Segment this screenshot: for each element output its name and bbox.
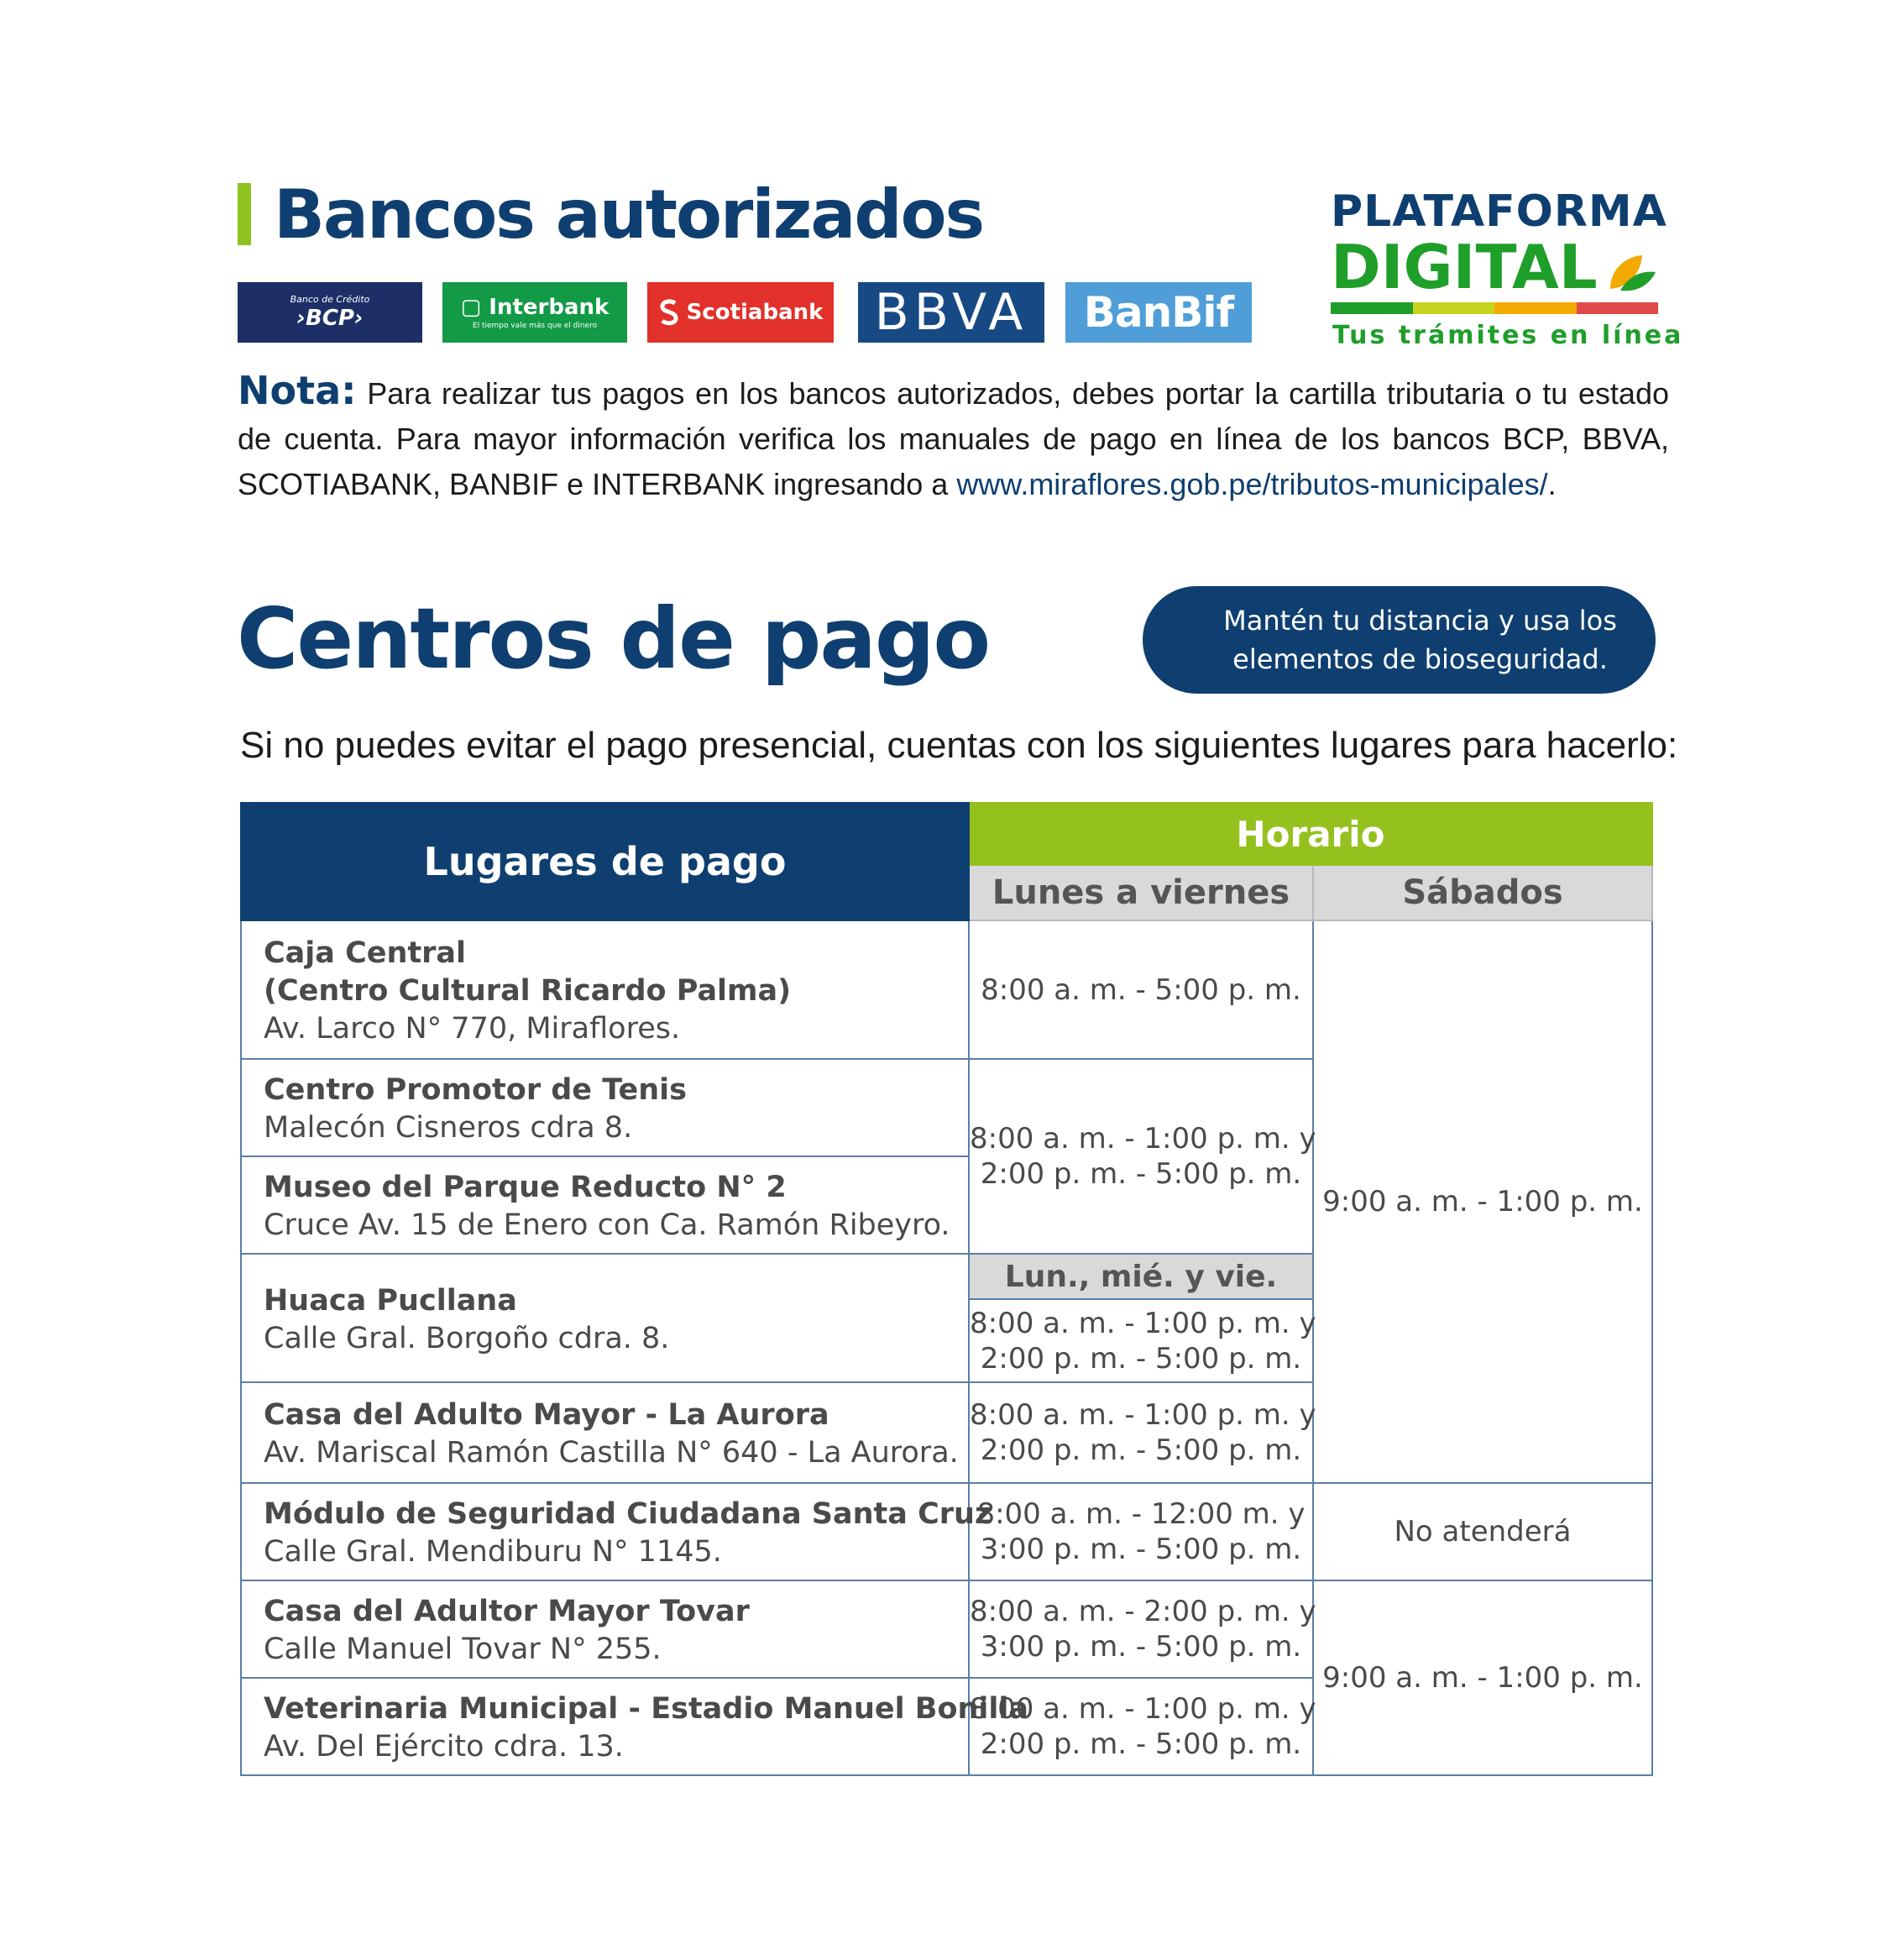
logo-stripe-segment <box>1577 302 1659 314</box>
bcp-logo <box>238 282 422 343</box>
table-header-row <box>241 803 1652 865</box>
table-row <box>241 1483 1652 1580</box>
logo-stripe-segment <box>1331 302 1413 314</box>
weekday-hours-line: 8:00 a. m. - 12:00 m. y <box>976 1497 1306 1531</box>
scotiabank-s-icon <box>658 298 680 327</box>
saturday-closed: No atenderá <box>1394 1515 1572 1549</box>
logo-color-stripe <box>1331 302 1658 314</box>
place-cell <box>241 1483 992 1580</box>
place-name: Veterinaria Municipal - Estadio Manuel Bonilla <box>264 1692 1029 1726</box>
place-name: Caja Central <box>264 936 467 970</box>
places-column-header: Lugares de pago <box>241 803 969 920</box>
place-name: Casa del Adulto Mayor - La Aurora <box>264 1398 829 1432</box>
place-address: Calle Manuel Tovar N° 255. <box>264 1632 662 1666</box>
table-row <box>241 920 1652 1059</box>
weekday-hours <box>969 1580 1316 1678</box>
bcp-logo-name: ›BCP› <box>296 306 364 331</box>
place-cell <box>241 1156 969 1254</box>
weekday-hours-line: 8:00 a. m. - 1:00 p. m. y <box>970 1122 1316 1156</box>
place-cell <box>241 1059 969 1156</box>
place-address: Malecón Cisneros cdra 8. <box>264 1111 633 1145</box>
logo-stripe-segment <box>1413 302 1495 314</box>
weekday-hours-line: 2:00 p. m. - 5:00 p. m. <box>980 1727 1302 1761</box>
centers-title: Centros de pago <box>237 590 990 688</box>
weekday-hours <box>969 1382 1316 1483</box>
place-address: Av. Mariscal Ramón Castilla N° 640 - La Aurora. <box>264 1436 959 1470</box>
weekday-hours-line: 8:00 a. m. - 1:00 p. m. y <box>970 1692 1316 1726</box>
place-name-2: (Centro Cultural Ricardo Palma) <box>264 974 792 1008</box>
place-cell <box>241 1382 969 1483</box>
saturday-hours <box>1313 1483 1652 1580</box>
interbank-logo-subtitle: El tiempo vale más que el dinero <box>472 322 598 330</box>
table-row <box>241 1580 1652 1678</box>
place-address: Av. Del Ejército cdra. 13. <box>264 1730 624 1763</box>
scotiabank-logo <box>647 282 834 343</box>
logo-line2: DIGITAL <box>1331 232 1598 302</box>
logo-stripe-segment <box>1494 302 1577 314</box>
weekday-hours-line: 2:00 p. m. - 5:00 p. m. <box>980 1433 1302 1467</box>
place-name: Casa del Adultor Mayor Tovar <box>264 1595 750 1628</box>
weekday-hours-line: 3:00 p. m. - 5:00 p. m. <box>980 1630 1302 1664</box>
bbva-logo: BBVA <box>858 282 1044 343</box>
weekday-hours-line: 2:00 p. m. - 5:00 p. m. <box>980 1341 1302 1376</box>
weekday-hours <box>969 1299 1316 1382</box>
plataforma-digital-logo <box>1331 186 1684 354</box>
tributos-link[interactable]: www.miraflores.gob.pe/tributos-municipales/ <box>956 467 1548 501</box>
place-cell <box>241 1678 1029 1775</box>
place-name: Huaca Pucllana <box>264 1283 517 1318</box>
saturday-hours-line: 9:00 a. m. - 1:00 p. m. <box>1322 1661 1643 1695</box>
saturday-hours <box>1313 1580 1652 1775</box>
payment-centers-table <box>240 802 1653 1776</box>
saturdays-column-header: Sábados <box>1313 865 1652 920</box>
weekday-hours <box>969 920 1313 1059</box>
note-end: . <box>1547 467 1557 501</box>
place-name: Museo del Parque Reducto N° 2 <box>264 1171 787 1204</box>
weekday-hours <box>969 1483 1313 1580</box>
days-label: Lun., mié. y vie. <box>969 1254 1313 1299</box>
hours-column-header: Horario <box>969 803 1652 865</box>
biosecurity-badge: Mantén tu distancia y usa los elementos de bioseguridad. <box>1143 586 1656 694</box>
banks-note <box>238 368 1669 507</box>
place-address: Av. Larco N° 770, Miraflores. <box>264 1012 681 1046</box>
weekday-hours <box>969 1678 1316 1775</box>
banbif-logo: BanBif <box>1065 282 1252 343</box>
weekday-hours-line: 8:00 a. m. - 1:00 p. m. y <box>970 1398 1316 1432</box>
place-cell <box>241 920 969 1059</box>
note-label: Nota: <box>238 368 357 413</box>
weekday-hours-line: 8:00 a. m. - 5:00 p. m. <box>981 972 1301 1007</box>
title-accent-bar <box>238 183 251 245</box>
place-address: Cruce Av. 15 de Enero con Ca. Ramón Ribeyro. <box>264 1208 950 1242</box>
place-cell <box>241 1254 969 1382</box>
saturday-hours <box>1313 920 1652 1483</box>
weekday-hours-line: 2:00 p. m. - 5:00 p. m. <box>980 1157 1302 1191</box>
bcp-logo-subtitle: Banco de Crédito <box>290 294 370 305</box>
interbank-logo-name: ▢ Interbank <box>460 295 610 320</box>
weekday-hours-line: 8:00 a. m. - 1:00 p. m. y <box>970 1306 1316 1340</box>
weekday-hours-line: 8:00 a. m. - 2:00 p. m. y <box>970 1595 1316 1628</box>
centers-intro: Si no puedes evitar el pago presencial, cuentas con los siguientes lugares para hacerlo: <box>240 725 1678 766</box>
leaf-icon <box>1604 247 1659 297</box>
scotiabank-logo-name: Scotiabank <box>686 300 824 325</box>
weekday-hours-line: 3:00 p. m. - 5:00 p. m. <box>980 1533 1302 1566</box>
banks-title: Bancos autorizados <box>274 176 984 254</box>
logo-tagline: Tus trámites en línea <box>1332 321 1684 350</box>
place-address: Calle Gral. Borgoño cdra. 8. <box>264 1321 670 1355</box>
place-address: Calle Gral. Mendiburu N° 1145. <box>264 1535 722 1569</box>
weekday-hours <box>969 1059 1316 1254</box>
interbank-logo <box>442 282 627 343</box>
place-name: Módulo de Seguridad Ciudadana Santa Cruz <box>264 1497 992 1531</box>
place-cell <box>241 1580 969 1678</box>
place-name: Centro Promotor de Tenis <box>264 1073 687 1107</box>
weekdays-column-header: Lunes a viernes <box>969 865 1313 920</box>
note-text: Para realizar tus pagos en los bancos autorizados, debes portar la cartilla tributaria o tu estado de cuenta. Para mayor información verifica los manuales de pago en línea de los bancos BCP, BBVA, SCOTIABANK, BANBIF e INTERBANK ingresando a <box>238 376 1669 501</box>
logo-line1: PLATAFORMA <box>1331 186 1667 237</box>
saturday-hours-line: 9:00 a. m. - 1:00 p. m. <box>1322 1185 1643 1218</box>
